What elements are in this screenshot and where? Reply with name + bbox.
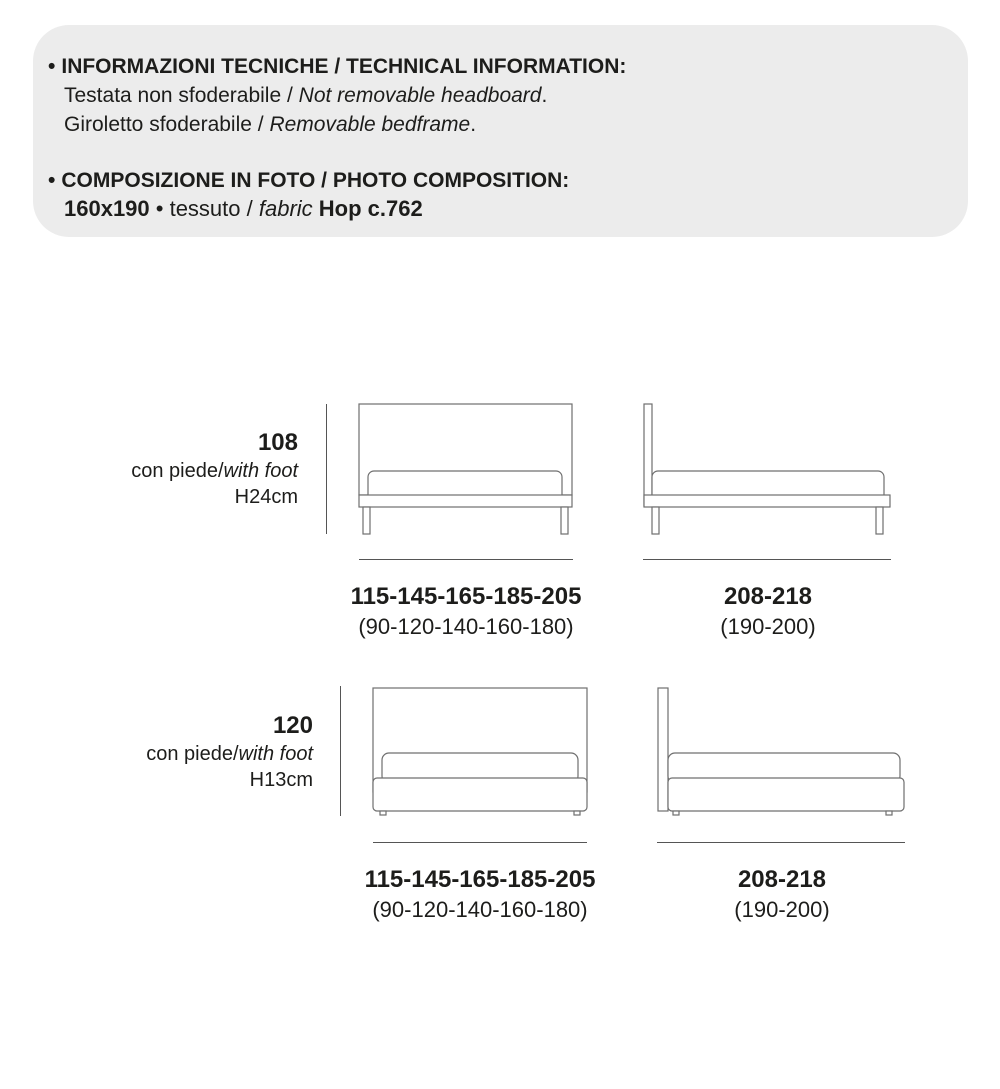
bed-foot-right	[561, 507, 568, 534]
bedframe-front	[359, 495, 572, 507]
composition-fabric-value: Hop c.762	[312, 196, 423, 221]
bedframe-text-it: Giroletto sfoderabile /	[64, 113, 270, 136]
bedframe-text-end: .	[470, 113, 477, 136]
technical-heading: INFORMAZIONI TECNICHE / TECHNICAL INFORMATION:	[61, 55, 627, 78]
bedframe-front	[373, 778, 587, 811]
bullet: •	[48, 55, 56, 78]
foot-label-en: with foot	[223, 460, 298, 482]
height-dimension-line	[326, 404, 327, 534]
foot-label	[146, 741, 313, 767]
bedframe-side	[644, 495, 890, 507]
headboard-text-en: Not removable headboard	[298, 84, 542, 107]
width-measure-120	[350, 865, 610, 925]
length-sub: (190-200)	[720, 614, 816, 639]
foot-label-it: con piede/	[146, 743, 239, 765]
technical-heading-row	[48, 54, 626, 80]
bed-side-view-108	[640, 400, 894, 540]
length-dimension-line	[657, 842, 905, 843]
height-label-108	[131, 428, 298, 510]
headboard-text-it: Testata non sfoderabile /	[64, 84, 299, 107]
length-main: 208-218	[723, 583, 813, 610]
technical-line-headboard	[64, 83, 547, 109]
bed-foot-back	[673, 811, 679, 815]
width-sub: (90-120-140-160-180)	[358, 614, 574, 639]
bullet: •	[48, 169, 56, 192]
foot-label-it: con piede/	[131, 460, 224, 482]
bed-front-view-120	[370, 684, 592, 820]
composition-heading-row	[48, 168, 569, 194]
composition-sep: • tessuto /	[149, 196, 259, 221]
bed-front-view-108	[356, 400, 576, 540]
foot-height: H24cm	[234, 486, 298, 508]
width-dimension-line	[359, 559, 573, 560]
headboard-side	[644, 404, 652, 506]
composition-fabric-en: fabric	[258, 196, 313, 221]
width-dimension-line	[373, 842, 587, 843]
height-value: 120	[272, 712, 313, 739]
composition-heading: COMPOSIZIONE IN FOTO / PHOTO COMPOSITION:	[61, 169, 570, 192]
headboard-side	[658, 688, 668, 811]
length-dimension-line	[643, 559, 891, 560]
width-main: 115-145-165-185-205	[364, 866, 596, 893]
width-measure-108	[336, 582, 596, 642]
headboard-text-end: .	[541, 84, 548, 107]
bed-foot-front	[876, 507, 883, 534]
bed-foot-front	[886, 811, 892, 815]
bed-foot-right	[574, 811, 580, 815]
bed-foot-back	[652, 507, 659, 534]
height-dimension-line	[340, 686, 341, 816]
length-sub: (190-200)	[734, 897, 830, 922]
bedframe-text-en: Removable bedframe	[269, 113, 471, 136]
bed-side-view-120	[654, 684, 908, 820]
bed-foot-left	[363, 507, 370, 534]
bed-foot-left	[380, 811, 386, 815]
foot-height: H13cm	[249, 769, 313, 791]
width-sub: (90-120-140-160-180)	[372, 897, 588, 922]
length-measure-108	[668, 582, 868, 642]
foot-label-en: with foot	[238, 743, 313, 765]
width-main: 115-145-165-185-205	[350, 583, 582, 610]
length-measure-120	[682, 865, 882, 925]
length-main: 208-218	[737, 866, 827, 893]
composition-line	[64, 196, 423, 222]
height-label-120	[146, 711, 313, 793]
bedframe-side	[668, 778, 904, 811]
foot-label	[131, 458, 298, 484]
composition-size: 160x190	[64, 196, 150, 221]
technical-line-bedframe	[64, 112, 476, 138]
height-value: 108	[257, 429, 298, 456]
